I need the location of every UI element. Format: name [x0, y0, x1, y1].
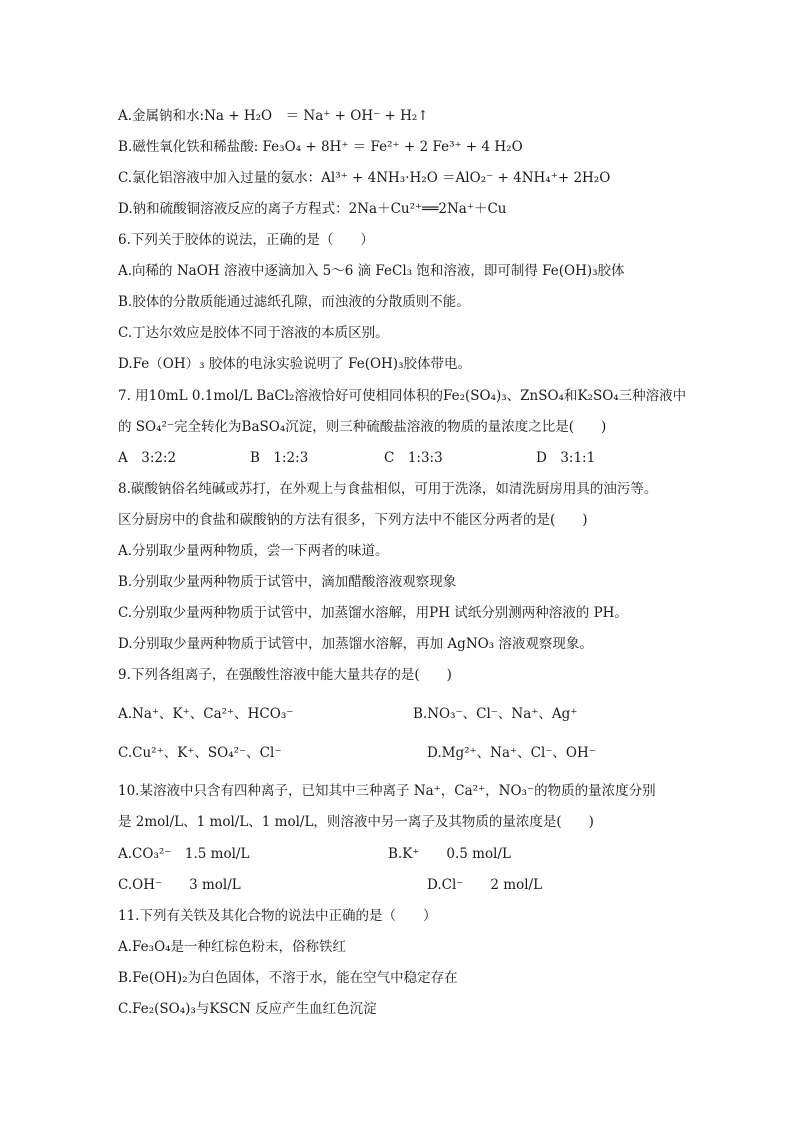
q9-option-d: D.Mg²⁺、Na⁺、Cl⁻、OH⁻ — [427, 745, 596, 761]
q10-stem-line2: 是 2mol/L、1 mol/L、1 mol/L，则溶液中另一离子及其物质的量浓度是( ) — [118, 814, 594, 830]
q5-option-d: D.钠和硫酸铜溶液反应的离子方程式：2Na＋Cu²⁺══2Na⁺＋Cu — [118, 201, 507, 217]
q5-option-a: A.金属钠和水:Na + H₂O ＝ Na⁺ + OH⁻ + H₂↑ — [118, 108, 429, 124]
q9-option-b: B.NO₃⁻、Cl⁻、Na⁺、Ag⁺ — [413, 706, 578, 722]
q10-option-a: A.CO₃²⁻ 1.5 mol/L — [118, 846, 250, 862]
q8-stem-line1: 8.碳酸钠俗名纯碱或苏打，在外观上与食盐相似，可用于洗涤，如清洗厨房用具的油污等。 — [118, 481, 658, 497]
q9-option-a: A.Na⁺、K⁺、Ca²⁺、HCO₃⁻ — [118, 706, 294, 722]
q7-option-b: B 1:2:3 — [250, 450, 309, 466]
q11-stem: 11.下列有关铁及其化合物的说法中正确的是（ ） — [118, 908, 437, 924]
q6-option-b: B.胶体的分散质能通过滤纸孔隙，而浊液的分散质则不能。 — [118, 294, 470, 310]
q5-option-b: B.磁性氧化铁和稀盐酸: Fe₃O₄ + 8H⁺ ＝ Fe²⁺ + 2 Fe³⁺ + 4 H₂O — [118, 139, 523, 155]
q10-option-b: B.K⁺ 0.5 mol/L — [388, 846, 511, 862]
q10-option-d: D.Cl⁻ 2 mol/L — [427, 877, 543, 893]
q7-option-d: D 3:1:1 — [536, 450, 596, 466]
q11-option-c: C.Fe₂(SO₄)₃与KSCN 反应产生血红色沉淀 — [118, 1001, 377, 1017]
q10-stem-line1: 10.某溶液中只含有四种离子，已知其中三种离子 Na⁺，Ca²⁺，NO₃⁻的物质的量浓度分别 — [118, 783, 656, 799]
q8-option-d: D.分别取少量两种物质于试管中，加蒸馏水溶解，再加 AgNO₃ 溶液观察现象。 — [118, 636, 593, 652]
q11-option-b: B.Fe(OH)₂为白色固体，不溶于水，能在空气中稳定存在 — [118, 970, 458, 986]
q6-stem: 6.下列关于胶体的说法，正确的是（ ） — [118, 232, 374, 248]
q7-option-c: C 1:3:3 — [384, 450, 443, 466]
q5-option-c: C.氯化铝溶液中加入过量的氨水：Al³⁺ + 4NH₃·H₂O ＝AlO₂⁻ + 4NH₄⁺+ 2H₂O — [118, 170, 611, 186]
q6-option-a: A.向稀的 NaOH 溶液中逐滴加入 5～6 滴 FeCl₃ 饱和溶液，即可制得 Fe(OH)₃胶体 — [118, 263, 625, 279]
q6-option-d: D.Fe（OH）₃ 胶体的电泳实验说明了 Fe(OH)₃胶体带电。 — [118, 356, 471, 372]
q8-option-a: A.分别取少量两种物质，尝一下两者的味道。 — [118, 543, 389, 559]
q6-option-c: C.丁达尔效应是胶体不同于溶液的本质区别。 — [118, 325, 389, 341]
q8-option-c: C.分别取少量两种物质于试管中，加蒸馏水溶解，用PH 试纸分别测两种溶液的 PH。 — [118, 605, 628, 621]
q9-stem: 9.下列各组离子，在强酸性溶液中能大量共存的是( ) — [118, 667, 452, 683]
q11-option-a: A.Fe₃O₄是一种红棕色粉末，俗称铁红 — [118, 939, 347, 955]
q8-option-b: B.分别取少量两种物质于试管中，滴加醋酸溶液观察现象 — [118, 574, 457, 590]
q8-stem-line2: 区分厨房中的食盐和碳酸钠的方法有很多，下列方法中不能区分两者的是( ) — [118, 512, 588, 528]
q7-stem-line2: 的 SO₄²⁻完全转化为BaSO₄沉淀，则三种硫酸盐溶液的物质的量浓度之比是( ) — [118, 419, 607, 435]
q10-option-c: C.OH⁻ 3 mol/L — [118, 877, 241, 893]
q9-option-c: C.Cu²⁺、K⁺、SO₄²⁻、Cl⁻ — [118, 745, 282, 761]
q7-stem-line1: 7. 用10mL 0.1mol/L BaCl₂溶液恰好可使相同体积的Fe₂(SO₄)₃、ZnSO₄和K₂SO₄三种溶液中 — [118, 388, 687, 404]
q7-option-a: A 3:2:2 — [118, 450, 177, 466]
